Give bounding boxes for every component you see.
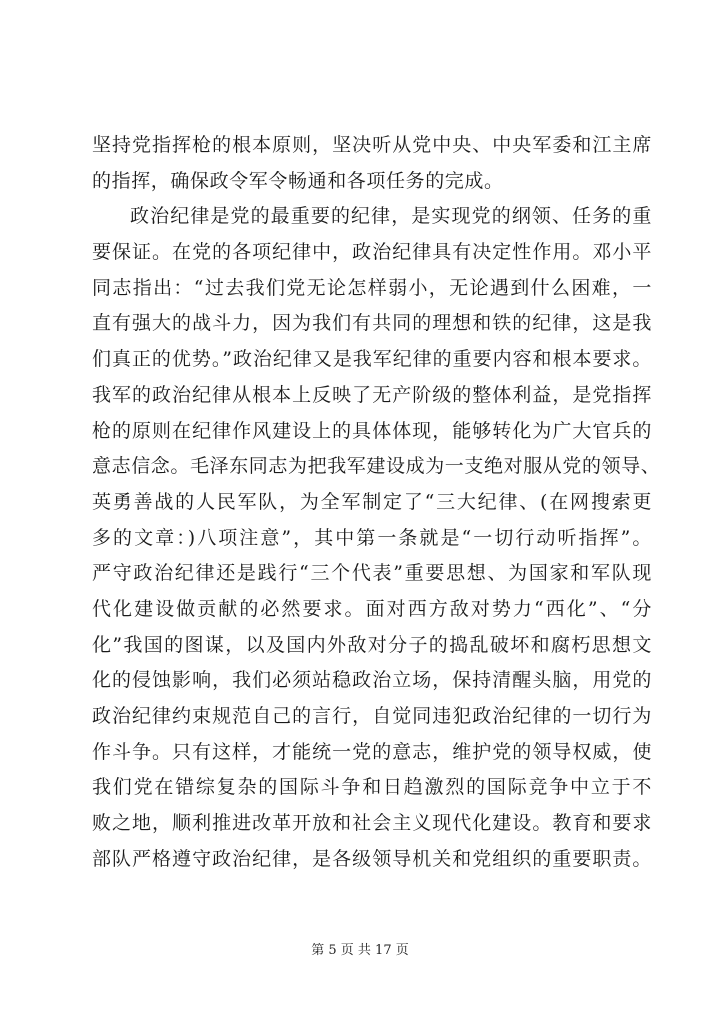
- text-line: 枪的原则在纪律作风建设上的具体体现，能够转化为广大官兵的: [92, 419, 652, 442]
- page-number-footer: 第 5 页 共 17 页: [311, 943, 409, 958]
- body-text: [92, 128, 661, 877]
- text-line: 政治纪律约束规范自己的言行，自觉同违犯政治纪律的一切行为: [92, 705, 652, 727]
- text-line: 败之地，顺利推进改革开放和社会主义现代化建设。教育和要求: [92, 812, 652, 835]
- text-line: 部队严格遵守政治纪律，是各级领导机关和党组织的重要职责。: [92, 847, 652, 870]
- text-line: 作斗争。只有这样，才能统一党的意志，维护党的领导权威，使: [92, 740, 652, 763]
- text-line: 的指挥，确保政令军令畅通和各项任务的完成。: [92, 169, 504, 192]
- text-line: 化”我国的图谋，以及国内外敌对分子的捣乱破坏和腐朽思想文: [92, 633, 652, 656]
- text-line: 化的侵蚀影响，我们必须站稳政治立场，保持清醒头脑，用党的: [92, 669, 652, 692]
- text-line: 我军的政治纪律从根本上反映了无产阶级的整体利益，是党指挥: [92, 383, 652, 406]
- text-line: 们真正的优势。”政治纪律又是我军纪律的重要内容和根本要求。: [92, 348, 652, 371]
- text-line: 严守政治纪律还是践行“三个代表”重要思想、为国家和军队现: [92, 562, 652, 585]
- paragraph-start-line: 政治纪律是党的最重要的纪律，是实现党的纲领、任务的重: [130, 205, 652, 228]
- text-line: 要保证。在党的各项纪律中，政治纪律具有决定性作用。邓小平: [92, 241, 652, 264]
- text-line: 代化建设做贡献的必然要求。面对西方敌对势力“西化”、“分: [92, 597, 652, 620]
- text-line: 直有强大的战斗力，因为我们有共同的理想和铁的纪律，这是我: [92, 312, 652, 335]
- text-line: 英勇善战的人民军队，为全军制定了“三大纪律、(在网搜索更: [92, 490, 652, 513]
- text-line: 意志信念。毛泽东同志为把我军建设成为一支绝对服从党的领导、: [92, 455, 661, 478]
- text-line: 我们党在错综复杂的国际斗争和日趋激烈的国际竞争中立于不: [92, 776, 652, 799]
- text-line: 多的文章：)八项注意”，其中第一条就是“一切行动听指挥”。: [92, 526, 652, 549]
- text-line: 同志指出：“过去我们党无论怎样弱小，无论遇到什么困难，一: [92, 276, 652, 299]
- text-line: 坚持党指挥枪的根本原则，坚决听从党中央、中央军委和江主席: [92, 134, 652, 156]
